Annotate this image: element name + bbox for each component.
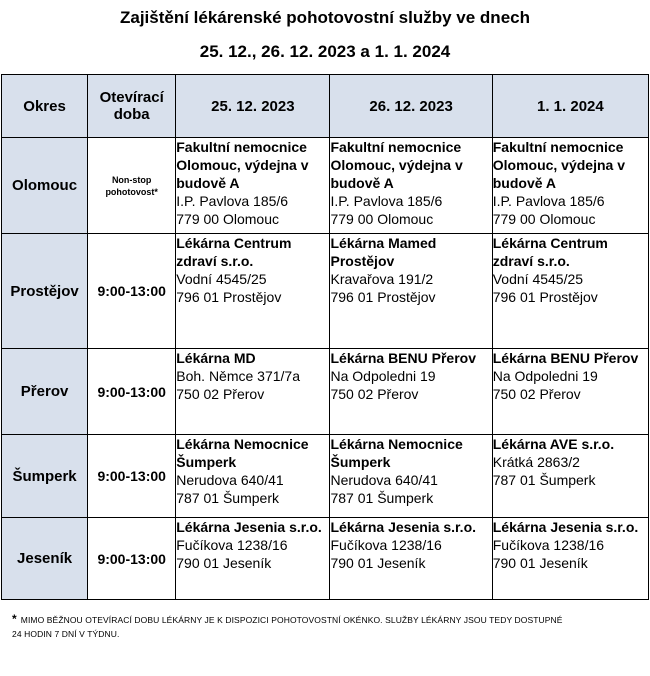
pharmacy-city: 790 01 Jeseník — [492, 555, 588, 571]
pharmacy-street: Vodní 4545/25 — [492, 271, 584, 287]
pharmacy-cell — [330, 138, 492, 234]
pharmacy-street: Fučíkova 1238/16 — [330, 537, 442, 553]
pharmacy-name: Lékárna Nemocnice Šumperk — [330, 436, 463, 470]
pharmacy-city: 790 01 Jeseník — [176, 555, 272, 571]
pharmacy-cell — [176, 349, 330, 435]
header-date-1: 25. 12. 2023 — [176, 75, 330, 138]
pharmacy-street: Nerudova 640/41 — [330, 472, 438, 488]
doba-nonstop-line1: Non-stop — [111, 174, 152, 185]
pharmacy-city: 779 00 Olomouc — [492, 211, 596, 227]
table-row-prerov — [2, 349, 649, 435]
pharmacy-name: Lékárna AVE s.r.o. — [492, 436, 615, 452]
pharmacy-name: Fakultní nemocnice Olomouc, výdejna v budově A — [492, 139, 625, 191]
pharmacy-name: Lékárna Jesenia s.r.o. — [176, 519, 322, 535]
pharmacy-city: 790 01 Jeseník — [330, 555, 426, 571]
pharmacy-cell — [330, 435, 492, 518]
okres-cell: Olomouc — [2, 138, 88, 234]
pharmacy-cell — [330, 518, 492, 600]
pharmacy-city: 750 02 Přerov — [176, 386, 265, 402]
pharmacy-name: Lékárna Centrum zdraví s.r.o. — [176, 235, 292, 269]
footnote-line2: 24 HODIN 7 DNÍ V TÝDNU. — [12, 629, 120, 639]
okres-cell: Jeseník — [2, 518, 88, 600]
pharmacy-name: Lékárna Centrum zdraví s.r.o. — [492, 235, 608, 269]
pharmacy-street: Fučíkova 1238/16 — [176, 537, 288, 553]
pharmacy-city: 779 00 Olomouc — [330, 211, 434, 227]
pharmacy-name: Lékárna BENU Přerov — [330, 350, 476, 366]
pharmacy-street: I.P. Pavlova 185/6 — [330, 193, 443, 209]
header-date-3: 1. 1. 2024 — [492, 75, 648, 138]
pharmacy-cell — [330, 234, 492, 349]
pharmacy-cell — [330, 349, 492, 435]
pharmacy-cell — [492, 349, 648, 435]
pharmacy-street: Fučíkova 1238/16 — [492, 537, 605, 553]
pharmacy-name: Lékárna Mamed Prostějov — [330, 235, 437, 269]
table-row-jesenik — [2, 518, 649, 600]
header-oteviraci-doba — [88, 75, 176, 138]
footnote-line1: MIMO BĚŽNOU OTEVÍRACÍ DOBU LÉKÁRNY JE K DISPOZICI POHOTOVOSTNÍ OKÉNKO. SLUŽBY LÉKÁRNY JSOU TEDY DOSTUPNÉ — [20, 615, 563, 625]
pharmacy-name: Lékárna MD — [176, 350, 256, 366]
pharmacy-street: Na Odpoledni 19 — [492, 368, 598, 384]
table-row-olomouc — [2, 138, 649, 234]
pharmacy-city: 796 01 Prostějov — [492, 289, 598, 305]
table-row-sumperk — [2, 435, 649, 518]
doba-nonstop-line2: pohotovost* — [105, 186, 158, 197]
pharmacy-name: Lékárna Jesenia s.r.o. — [492, 519, 639, 535]
table-header-row — [2, 75, 649, 138]
pharmacy-street: Krátká 2863/2 — [492, 454, 580, 470]
pharmacy-street: I.P. Pavlova 185/6 — [492, 193, 605, 209]
pharmacy-cell — [176, 435, 330, 518]
pharmacy-cell — [492, 435, 648, 518]
pharmacy-name: Lékárna Jesenia s.r.o. — [330, 519, 477, 535]
pharmacy-city: 787 01 Šumperk — [330, 490, 434, 506]
pharmacy-schedule-table — [1, 74, 649, 600]
pharmacy-name: Fakultní nemocnice Olomouc, výdejna v budově A — [330, 139, 463, 191]
doba-cell: 9:00-13:00 — [88, 349, 176, 435]
header-doba-line2: doba — [113, 106, 150, 123]
pharmacy-cell — [176, 138, 330, 234]
pharmacy-street: Kravařova 191/2 — [330, 271, 434, 287]
pharmacy-street: Vodní 4545/25 — [176, 271, 267, 287]
pharmacy-name: Fakultní nemocnice Olomouc, výdejna v budově A — [176, 139, 309, 191]
pharmacy-street: I.P. Pavlova 185/6 — [176, 193, 289, 209]
footnote-star: * — [12, 612, 17, 626]
pharmacy-name: Lékárna Nemocnice Šumperk — [176, 436, 309, 470]
pharmacy-cell — [176, 234, 330, 349]
footnote — [12, 612, 632, 641]
pharmacy-cell — [492, 234, 648, 349]
pharmacy-city: 787 01 Šumperk — [176, 490, 279, 506]
pharmacy-street: Na Odpoledni 19 — [330, 368, 436, 384]
doba-cell: 9:00-13:00 — [88, 234, 176, 349]
pharmacy-cell — [492, 518, 648, 600]
table-row-prostejov — [2, 234, 649, 349]
pharmacy-city: 750 02 Přerov — [492, 386, 581, 402]
doba-cell: 9:00-13:00 — [88, 518, 176, 600]
page-title: Zajištění lékárenské pohotovostní služby ve dnech — [119, 8, 530, 27]
pharmacy-city: 796 01 Prostějov — [176, 289, 282, 305]
pharmacy-cell — [176, 518, 330, 600]
page-subtitle-dates: 25. 12., 26. 12. 2023 a 1. 1. 2024 — [199, 42, 451, 61]
pharmacy-name: Lékárna BENU Přerov — [492, 350, 639, 366]
okres-cell: Prostějov — [2, 234, 88, 349]
doba-cell — [88, 138, 176, 234]
header-doba-line1: Otevírací — [99, 89, 164, 106]
pharmacy-street: Nerudova 640/41 — [176, 472, 284, 488]
doba-cell: 9:00-13:00 — [88, 435, 176, 518]
pharmacy-cell — [492, 138, 648, 234]
okres-cell: Šumperk — [2, 435, 88, 518]
pharmacy-city: 779 00 Olomouc — [176, 211, 279, 227]
header-date-2: 26. 12. 2023 — [330, 75, 492, 138]
pharmacy-city: 787 01 Šumperk — [492, 472, 596, 488]
pharmacy-city: 796 01 Prostějov — [330, 289, 436, 305]
header-okres: Okres — [2, 75, 88, 138]
pharmacy-street: Boh. Němce 371/7a — [176, 368, 300, 384]
pharmacy-city: 750 02 Přerov — [330, 386, 419, 402]
okres-cell: Přerov — [2, 349, 88, 435]
